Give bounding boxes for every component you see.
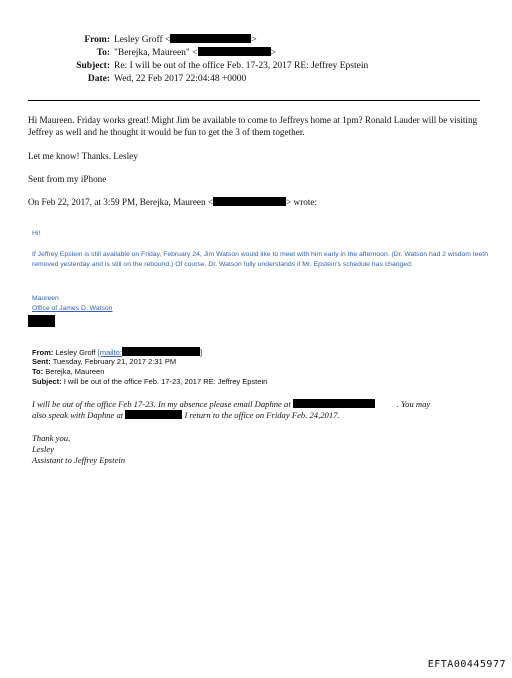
to-label: To: xyxy=(96,48,110,58)
quoted-body: If Jeffrey Epstein is still available on Friday, February 24, Jim Watson would like to meet with him early in the afternoon. (Dr. Watson had 2 wisdom teeth removed yesterday and is still on the rebound.) Of course, Dr. Watson fully understands if Mr. Epstein's schedule has changed. xyxy=(32,251,488,268)
original-title: Assistant to Jeffrey Epstein xyxy=(32,455,126,465)
from-label: From: xyxy=(84,35,110,45)
reply-paragraph-1: Hi Maureen. Friday works great! Might Jim be available to come to Jeffreys home at 1pm? Ronald Lauder will be visiting Jeffrey as well and he thought it would be fun to get the 3 of them together. xyxy=(28,115,478,137)
date-value: Wed, 22 Feb 2017 22:04:48 +0000 xyxy=(114,74,247,84)
quoted-signature-office: Office of James D. Watson xyxy=(32,305,113,312)
redaction-box xyxy=(125,410,182,419)
original-line-2: also speak with Daphne at I return to the office on Friday Feb. 24,2017. xyxy=(32,410,340,420)
from-value: Lesley Groff < xyxy=(114,35,171,45)
redaction-box xyxy=(28,315,55,327)
forward-subject-row: Subject: I will be out of the office Feb. 17-23, 2017 RE: Jeffrey Epstein xyxy=(32,377,268,386)
forward-from-row: From: Lesley Groff [mailto: ] xyxy=(32,348,203,357)
subject-value: Re: I will be out of the office Feb. 17-23, 2017 RE: Jeffrey Epstein xyxy=(114,61,369,71)
redaction-box xyxy=(293,399,375,408)
original-line-1: I will be out of the office Feb 17-23. In my absence please email Daphne at . You may xyxy=(32,399,431,409)
redaction-box xyxy=(198,47,271,56)
quoted-greeting: Hi! xyxy=(32,230,41,237)
date-label: Date: xyxy=(87,74,110,84)
bates-number: EFTA00445977 xyxy=(427,659,506,670)
mailto-link[interactable]: [mailto: xyxy=(97,348,122,357)
reply-paragraph-2: Let me know! Thanks. Lesley xyxy=(28,151,138,161)
redaction-box xyxy=(122,347,200,356)
header-divider xyxy=(28,100,480,101)
to-value: "Berejka, Maureen" < xyxy=(114,48,198,58)
reply-sent-from: Sent from my iPhone xyxy=(28,174,107,184)
forward-sent-row: Sent: Tuesday, February 21, 2017 2:31 PM xyxy=(32,357,177,366)
original-name: Lesley xyxy=(32,444,54,454)
original-thanks: Thank you, xyxy=(32,433,71,443)
quoted-signature-name: Maureen xyxy=(32,295,59,302)
forward-to-row: To: Berejka, Maureen xyxy=(32,367,105,376)
subject-label: Subject: xyxy=(76,61,110,71)
redaction-box xyxy=(213,197,286,206)
reply-on-wrote: On Feb 22, 2017, at 3:59 PM, Berejka, Maureen < > wrote: xyxy=(28,197,318,207)
redaction-box xyxy=(170,34,251,43)
